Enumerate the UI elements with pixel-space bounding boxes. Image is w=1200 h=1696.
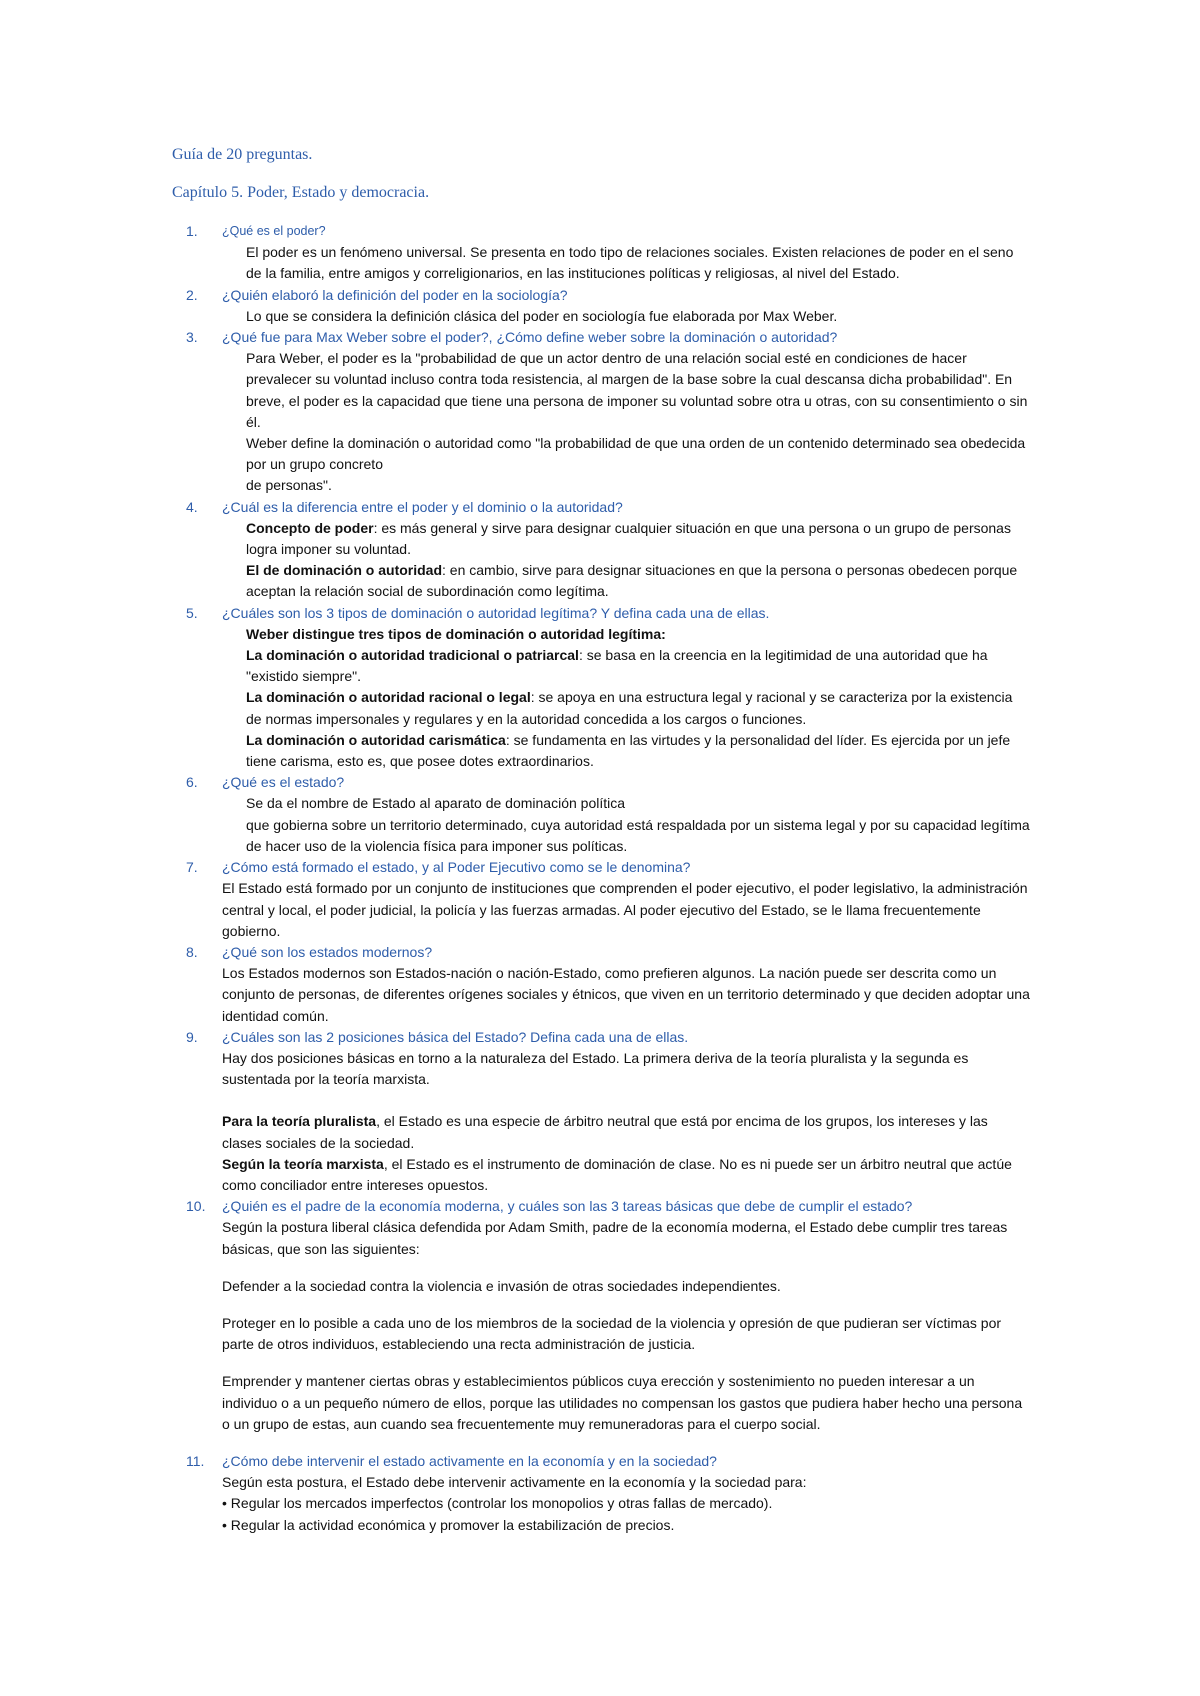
answer-lead: Weber distingue tres tipos de dominación o autoridad legítima: xyxy=(246,625,666,642)
answer-paragraph: Proteger en lo posible a cada uno de los miembros de la sociedad de la violencia y opresión de que pudieran ser víctimas por parte de otros individuos, estableciendo una recta administración de justicia. xyxy=(222,1314,1002,1353)
answer-paragraph: de personas". xyxy=(246,477,332,494)
answer-paragraph: Defender a la sociedad contra la violencia e invasión de otras sociedades independientes. xyxy=(222,1277,781,1294)
question-item-7 xyxy=(0,857,1200,942)
term-label: La dominación o autoridad tradicional o patriarcal xyxy=(246,647,579,664)
question-number: 2. xyxy=(186,286,198,303)
answer xyxy=(222,306,1030,327)
document-title: Guía de 20 preguntas. xyxy=(172,146,313,163)
term-label: Para la teoría pluralista xyxy=(222,1113,377,1130)
question-item-4 xyxy=(0,497,1200,603)
answer-paragraph: Los Estados modernos son Estados-nación o nación-Estado, como prefieren algunos. La nación puede ser descrita como un conjunto de personas, de diferentes orígenes sociales y étnicos, que viven en un territorio determinado y que deciden adoptar una identidad común. xyxy=(222,965,1030,1024)
question-text: ¿Cuáles son los 3 tipos de dominación o autoridad legítima? Y defina cada una de ellas. xyxy=(222,604,770,621)
question-text: ¿Cuáles son las 2 posiciones básica del Estado? Defina cada una de ellas. xyxy=(222,1028,689,1045)
answer xyxy=(222,1472,1030,1536)
answer-paragraph xyxy=(222,1111,1030,1153)
question-number: 4. xyxy=(186,498,198,515)
answer-paragraph: El Estado está formado por un conjunto de instituciones que comprenden el poder ejecutivo, el poder legislativo, la administración central y local, el poder judicial, la policía y las fuerzas armadas. Al poder ejecutivo del Estado, se le llama frecuentemente gobierno. xyxy=(222,880,1028,939)
question-item-5 xyxy=(0,603,1200,773)
question-number: 9. xyxy=(186,1028,198,1045)
spacer xyxy=(222,1260,1030,1276)
answer-paragraph xyxy=(246,518,1030,560)
spacer xyxy=(222,1355,1030,1371)
answer-paragraph xyxy=(246,645,1030,687)
question-number: 1. xyxy=(186,223,198,239)
answer-paragraph: que gobierna sobre un territorio determinado, cuya autoridad está respaldada por un sistema legal y por su capacidad legítima de hacer uso de la violencia física para imponer sus políticas. xyxy=(246,816,1030,854)
spacer xyxy=(222,1435,1030,1451)
question-number: 6. xyxy=(186,774,198,791)
question-text: ¿Cuál es la diferencia entre el poder y el dominio o la autoridad? xyxy=(222,498,623,515)
question-number: 5. xyxy=(186,604,198,621)
question-item-11 xyxy=(0,1451,1200,1536)
term-definition: : es más general y sirve para designar cualquier situación en que una persona o un grupo de personas logra imponer su voluntad. xyxy=(246,519,1011,558)
question-text: ¿Qué fue para Max Weber sobre el poder?, ¿Cómo define weber sobre la dominación o autoridad? xyxy=(222,329,838,346)
question-number: 11. xyxy=(186,1452,205,1469)
term-definition: : se apoya en una estructura legal y racional y se caracteriza por la existencia de normas impersonales y regulares y en la autoridad concedida a los cargos o funciones. xyxy=(246,689,1013,727)
term-definition: , el Estado es una especie de árbitro neutral que está por encima de los grupos, los intereses y las clases sociales de la sociedad. xyxy=(222,1113,988,1151)
question-text: ¿Quién es el padre de la economía moderna, y cuáles son las 3 tareas básicas que debe de cumplir el estado? xyxy=(222,1198,913,1215)
term-label: La dominación o autoridad racional o legal xyxy=(246,689,531,706)
answer-paragraph: Para Weber, el poder es la "probabilidad de que un actor dentro de una relación social esté en condiciones de hacer prevalecer su voluntad incluso contra toda resistencia, al margen de la base sobre la cual descansa dicha probabilidad". En breve, el poder es la capacidad que tiene una persona de imponer su voluntad sobre otra u otras, con su consentimiento o sin él. xyxy=(246,350,1028,430)
question-text: ¿Qué es el estado? xyxy=(222,774,345,791)
answer-intro: Hay dos posiciones básicas en torno a la naturaleza del Estado. La primera deriva de la teoría pluralista y la segunda es sustentada por la teoría marxista. xyxy=(222,1049,969,1088)
answer-paragraph: Según la postura liberal clásica defendida por Adam Smith, padre de la economía moderna, el Estado debe cumplir tres tareas básicas, que son las siguientes: xyxy=(222,1219,1008,1257)
answer-paragraph: Weber define la dominación o autoridad como "la probabilidad de que una orden de un contenido determinado sea obedecida por un grupo concreto xyxy=(246,435,1026,473)
question-item-8 xyxy=(0,942,1200,1027)
question-text: ¿Qué son los estados modernos? xyxy=(222,943,433,960)
question-number: 7. xyxy=(186,859,198,876)
term-label: La dominación o autoridad carismática xyxy=(246,731,506,748)
answer-paragraph: Se da el nombre de Estado al aparato de dominación política xyxy=(246,795,626,812)
question-number: 8. xyxy=(186,943,198,960)
question-item-3 xyxy=(0,327,1200,497)
bullet-item: • Regular la actividad económica y promover la estabilización de precios. xyxy=(222,1515,1030,1536)
question-number: 10. xyxy=(186,1198,206,1215)
answer xyxy=(222,878,1030,942)
spacer xyxy=(222,1297,1030,1313)
question-number: 3. xyxy=(186,329,198,346)
answer xyxy=(222,793,1030,857)
term-label: Según la teoría marxista xyxy=(222,1155,384,1172)
answer xyxy=(222,1217,1030,1451)
answer xyxy=(222,624,1030,772)
answer-paragraph xyxy=(246,730,1030,772)
answer-paragraph: Emprender y mantener ciertas obras y establecimientos públicos cuya erección y sostenimiento no pueden interesar a un individuo o a un pequeño número de ellos, porque las utilidades no compensan los gastos que pudiera haber hecho una persona o un grupo de estas, aun cuando sea frecuentemente muy remuneradoras para el cuerpo social. xyxy=(222,1373,1023,1432)
answer-paragraph xyxy=(222,1154,1030,1196)
bullet-item: • Regular los mercados imperfectos (controlar los monopolios y otras fallas de mercado). xyxy=(222,1493,1030,1514)
answer-paragraph: Lo que se considera la definición clásica del poder en sociología fue elaborada por Max Weber. xyxy=(246,307,838,324)
question-item-2 xyxy=(0,285,1200,327)
term-definition: : en cambio, sirve para designar situaciones en que la persona o personas obedecen porque aceptan la relación social de subordinación como legítima. xyxy=(246,562,1018,600)
question-item-1 xyxy=(0,221,1200,285)
term-definition: : se fundamenta en las virtudes y la personalidad del líder. Es ejercida por un jefe tiene carisma, esto es, que posee dotes extraordinarios. xyxy=(246,731,1011,770)
answer xyxy=(222,1048,1030,1196)
answer xyxy=(222,963,1030,1027)
answer xyxy=(222,242,1030,284)
question-text: ¿Quién elaboró la definición del poder en la sociología? xyxy=(222,286,568,303)
answer-paragraph xyxy=(246,560,1030,602)
answer-paragraph: El poder es un fenómeno universal. Se presenta en todo tipo de relaciones sociales. Existen relaciones de poder en el seno de la familia, entre amigos y correligionarios, en las instituciones políticas y religiosas, al nivel del Estado. xyxy=(246,244,1014,282)
chapter-heading: Capítulo 5. Poder, Estado y democracia. xyxy=(172,184,430,201)
question-list xyxy=(0,221,1200,1536)
question-item-10 xyxy=(0,1196,1200,1451)
answer-paragraph xyxy=(246,687,1030,729)
spacer xyxy=(222,1090,1030,1111)
question-text: ¿Qué es el poder? xyxy=(222,224,326,238)
answer-intro: Según esta postura, el Estado debe intervenir activamente en la economía y la sociedad para: xyxy=(222,1474,807,1491)
term-label: Concepto de poder xyxy=(246,519,374,536)
question-item-9 xyxy=(0,1027,1200,1196)
question-item-6 xyxy=(0,772,1200,857)
term-label: El de dominación o autoridad xyxy=(246,562,443,579)
answer xyxy=(222,518,1030,603)
question-text: ¿Cómo debe intervenir el estado activamente en la economía y en la sociedad? xyxy=(222,1452,717,1469)
term-definition: : se basa en la creencia en la legitimidad de una autoridad que ha "existido siempre". xyxy=(246,647,988,685)
term-definition: , el Estado es el instrumento de dominación de clase. No es ni puede ser un árbitro neutral que actúe como conciliador entre intereses opuestos. xyxy=(222,1155,1012,1193)
answer xyxy=(222,348,1030,496)
question-text: ¿Cómo está formado el estado, y al Poder Ejecutivo como se le denomina? xyxy=(222,859,691,876)
